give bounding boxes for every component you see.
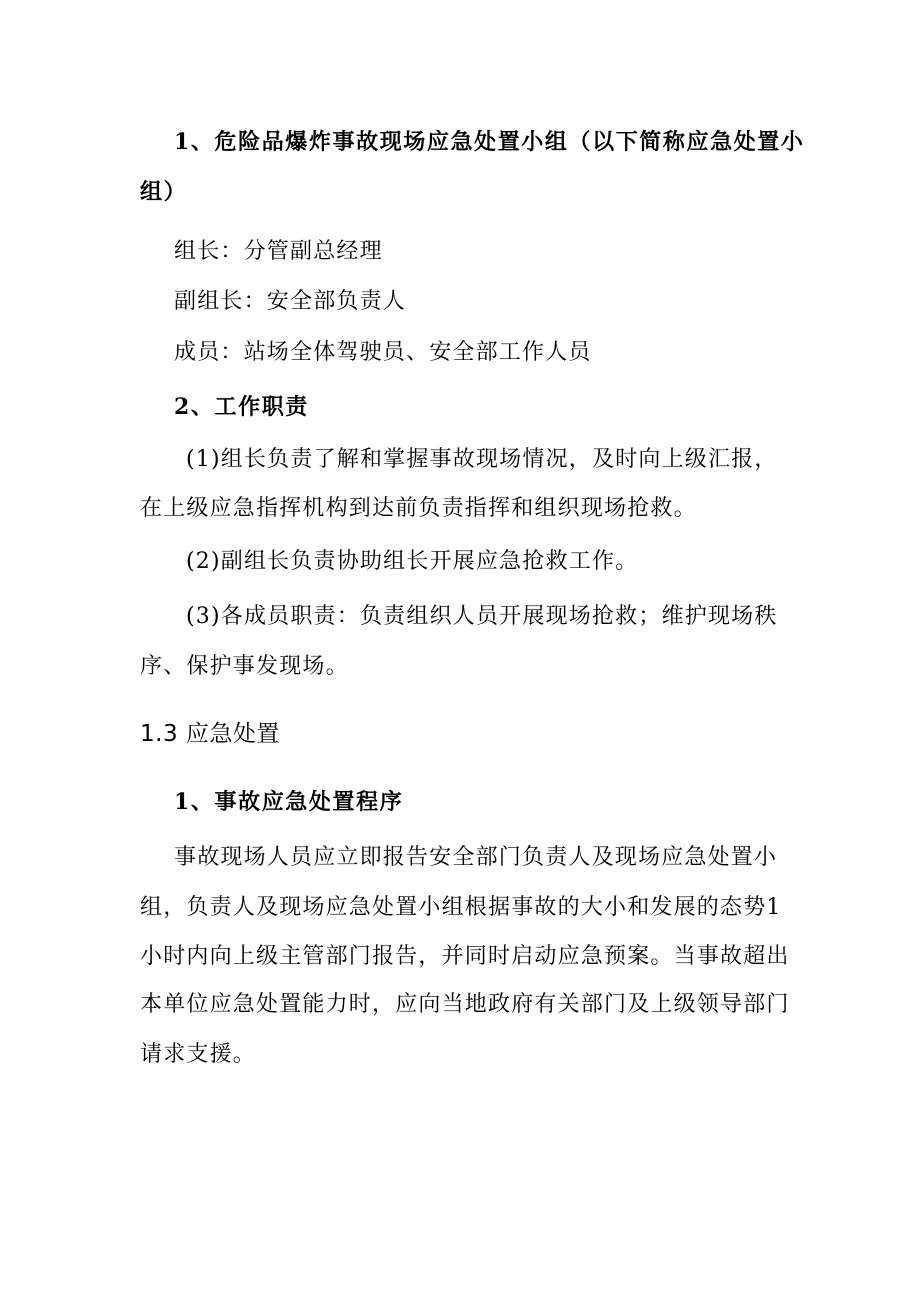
section13-subtitle: 1、事故应急处置程序	[174, 789, 404, 815]
procedure-line4: 本单位应急处置能力时，应向当地政府有关部门及上级领导部门	[140, 992, 790, 1017]
duty2-line: (2)副组长负责协助组长开展应急抢救工作。	[186, 549, 639, 574]
section13-heading: 1.3 应急处置	[140, 721, 280, 747]
procedure-line2: 组，负责人及现场应急处置小组根据事故的大小和发展的态势1	[140, 895, 782, 920]
duty1-line2: 在上级应急指挥机构到达前负责指挥和组织现场抢救。	[140, 496, 697, 521]
duty3-line2: 序、保护事发现场。	[140, 654, 349, 679]
leader-line: 组长：分管副总经理	[174, 239, 383, 264]
duty3-line1: (3)各成员职责：负责组织人员开展现场抢救；维护现场秩	[186, 604, 778, 629]
section1-title-line2: 组）	[140, 179, 188, 205]
procedure-line5: 请求支援。	[140, 1042, 257, 1067]
duty1-line1: (1)组长负责了解和掌握事故现场情况，及时向上级汇报，	[186, 447, 778, 472]
deputy-leader-line: 副组长：安全部负责人	[174, 289, 407, 314]
section1-title-line1: 1、危险品爆炸事故现场应急处置小组（以下简称应急处置小	[174, 129, 805, 155]
members-line: 成员：站场全体驾驶员、安全部工作人员	[174, 340, 592, 365]
section2-title: 2、工作职责	[174, 394, 309, 420]
procedure-line1: 事故现场人员应立即报告安全部门负责人及现场应急处置小	[174, 845, 778, 870]
procedure-line3: 小时内向上级主管部门报告，并同时启动应急预案。当事故超出	[140, 944, 790, 969]
